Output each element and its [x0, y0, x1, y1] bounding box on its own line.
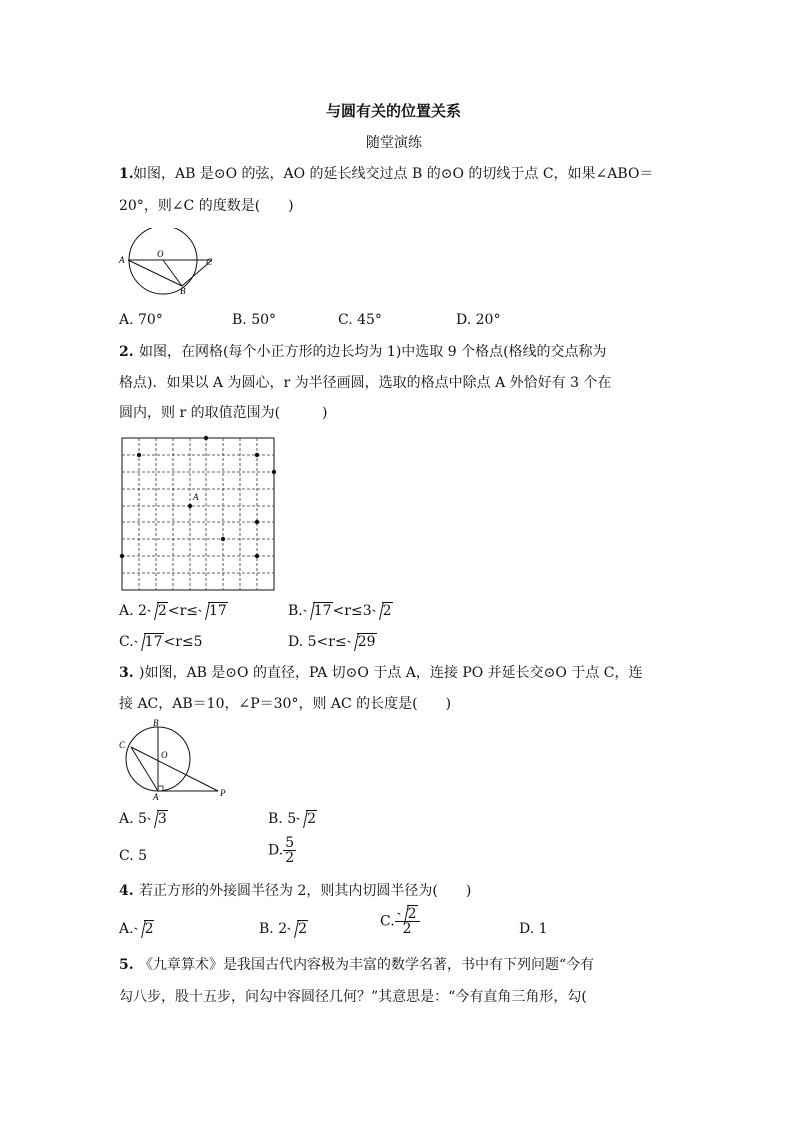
q2-number: 2.: [119, 344, 134, 360]
q1-label-c: C: [206, 257, 213, 267]
q3-text-line2: 接 AC，AB＝10，∠P＝30°，则 AC 的长度是( ): [119, 696, 452, 712]
q2-grid-border: [122, 438, 274, 590]
q3-option-c: C. 5: [119, 848, 148, 864]
q1-label-a: A: [119, 255, 125, 265]
q3-label-b: B: [153, 718, 159, 728]
q1-option-c: C. 45°: [338, 312, 382, 328]
q1-circle: [129, 228, 197, 294]
page-subtitle: 随堂演练: [366, 135, 422, 151]
q1-number: 1.: [119, 166, 134, 182]
q3-number: 3.: [119, 665, 134, 681]
q2-text-line2: 格点)．如果以 A 为圆心，r 为半径画圆，选取的格点中除点 A 外恰好有 3 个在: [119, 375, 612, 391]
q2-grid-point-a: [188, 504, 192, 508]
q2-option-a: A. 2 2<r≤ 17: [119, 603, 227, 619]
q3-figure: [117, 718, 237, 800]
q4-number: 4.: [119, 883, 134, 899]
q2-grid-lines: [122, 438, 274, 590]
q5-text-line1: 《九章算术》是我国古代内容极为丰富的数学名著，书中有下列问题“今有: [139, 957, 595, 973]
q2-grid-point: [120, 554, 124, 558]
q2-grid-point: [255, 453, 259, 457]
q3-option-d: D. $\frac{5}{2}$: [268, 835, 295, 866]
q1-text-line2: 20°，则∠C 的度数是( ): [119, 198, 294, 214]
q1-figure: [118, 228, 223, 298]
q3-label-c: C: [119, 740, 126, 750]
q2-text-line3: 圆内，则 r 的取值范围为( ): [119, 405, 328, 421]
q2-grid-point: [255, 554, 259, 558]
q4-option-d: D. 1: [519, 921, 548, 937]
q4-option-c: C. $\frac{2}{2}$: [380, 907, 420, 936]
q1-label-b: B: [180, 286, 186, 296]
q2-grid-point: [272, 470, 276, 474]
q3-option-a: A. 5 3: [119, 811, 167, 827]
q3-label-o: O: [161, 750, 168, 760]
q4-option-a: A. 2: [119, 921, 154, 937]
q1-segment-ob: [163, 260, 182, 286]
q2-option-c: C. 17<r≤5: [119, 634, 203, 650]
q2-grid-point: [204, 436, 208, 440]
q2-grid-point: [221, 537, 225, 541]
q4-option-b: B. 2 2: [259, 921, 308, 937]
q3-text-line1: )如图，AB 是⊙O 的直径，PA 切⊙O 于点 A，连接 PO 并延长交⊙O 于点 C，连: [139, 665, 643, 681]
q3-option-b: B. 5 2: [268, 811, 317, 827]
q5-text-line2: 勾八步，股十五步，问勾中容圆径几何？”其意思是：“今有直角三角形，勾(: [119, 989, 587, 1005]
page-title: 与圆有关的位置关系: [326, 102, 462, 120]
q2-grid-point: [255, 520, 259, 524]
q2-label-a: A: [193, 492, 199, 502]
q2-grid-figure: [118, 434, 278, 592]
q1-option-b: B. 50°: [232, 312, 277, 328]
q2-option-d: D. 5<r≤ 29: [288, 634, 376, 650]
q1-label-o: O: [157, 249, 164, 259]
q2-text-line1: 如图，在网格(每个小正方形的边长均为 1)中选取 9 个格点(格线的交点称为: [139, 344, 607, 360]
q1-segment-ab: [128, 260, 182, 286]
q1-option-d: D. 20°: [456, 312, 501, 328]
q3-label-p: P: [220, 788, 226, 798]
q2-option-b: B. 17<r≤3 2: [288, 603, 392, 619]
q5-number: 5.: [119, 957, 134, 973]
q4-text-line1: 若正方形的外接圆半径为 2，则其内切圆半径为( ): [139, 883, 472, 899]
q1-text-line1: 如图，AB 是⊙O 的弦，AO 的延长线交过点 B 的⊙O 的切线于点 C，如果∠ABO＝: [133, 166, 654, 182]
q3-label-a: A: [153, 792, 159, 800]
q1-option-a: A. 70°: [119, 312, 163, 328]
q2-grid-point: [137, 453, 141, 457]
